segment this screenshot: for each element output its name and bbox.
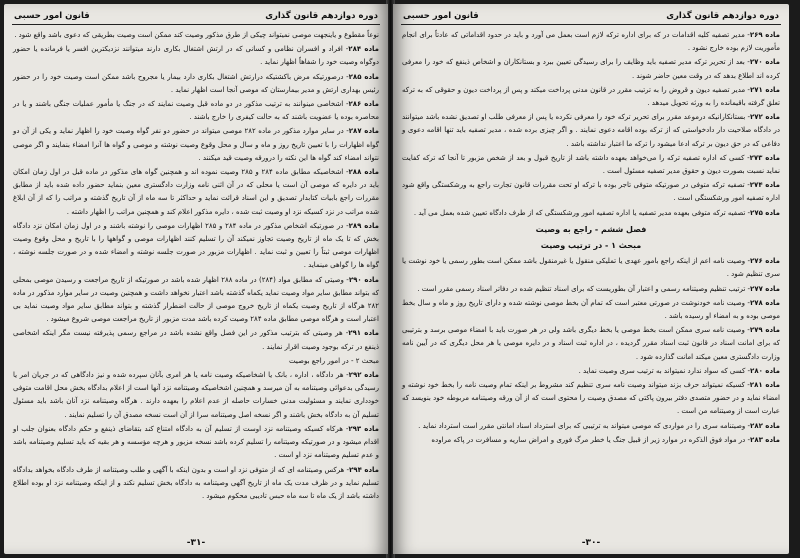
article-paragraph [13, 71, 379, 97]
article-number: ماده ۲۸۱ [749, 381, 781, 390]
article-number: ماده ۲۹۳ [348, 424, 379, 433]
article-number: ماده ۲۷۶ [749, 257, 780, 266]
article-paragraph [13, 274, 379, 327]
article-text: - اشخاصی مینوانند به ترتیب مذکور در دو ماده قبل وصیت نمایند که در جنگ یا مأمور عملیات جنگی باشند و یا در محاصره بوده یا عضویت باشند که به حالت کیفری را خارج باشند . [13, 100, 379, 122]
article-paragraph [402, 283, 780, 296]
article-number: ماده ۲۷۴ [749, 181, 780, 190]
law-title: قانون امور حسبی [14, 11, 90, 21]
article-number: ماده ۲۸۷ [348, 127, 379, 136]
article-paragraph [402, 152, 780, 178]
article-number: ماده ۲۸۴ [348, 45, 380, 54]
article-paragraph [402, 420, 780, 433]
article-text: - وصیتنامه سری را در مواردی که موصی میتواند به ترتیبی که برای استرداد اسناد امانتی مقرر است استرداد نماید . [418, 421, 751, 430]
right-page-number: -۳۰- [581, 538, 601, 548]
article-text: - کسی که اداره تصفیه ترکه را می‌خواهد بعهده داشته باشد از تاریخ قبول و بعد از شخص مزبور تا آنجا که ترکه کفایت نماید نسبت بصورت دیون و حقوق مدیر تصفیه مسئول است . [402, 153, 780, 176]
right-page [393, 4, 789, 554]
article-paragraph [13, 464, 379, 504]
article-text: - کسی که سواد ندارد نمیتواند به ترتیب سری وصیت نماید . [578, 366, 751, 375]
article-text: - بستانکارانیکه درموعد مقرر برای تحریر ترکه خود را معرفی نکرده یا پس از معرفی طلب او تصدیق نشده باشد میتوانند در دادگاه صلاحیت دار دادخواستی که از ترکه بوده اقامه دعوی نمایند . و اگر چیزی برده شده ، مدیر تصفیه باید تنها اقامه دعوی و دفاعی که در حق دیون بر ترکه ادعا میشود را ترکه ما اعتبار نداشته باشد . [402, 113, 780, 148]
article-paragraph [13, 166, 379, 219]
article-number: ماده ۲۷۲ [749, 113, 780, 122]
article-number: ماده ۲۸۲ [750, 421, 780, 430]
article-text: - افراد و افسران نظامی و کسانی که در ارتش اشتغال بکاری دارند میتوانند نزدیکترین افسر یا فرمانده یا حضور دوگواه وصیت خود را شفاهاً اظهار نماید . [13, 45, 379, 67]
article-paragraph [402, 111, 780, 151]
article-paragraph [13, 125, 379, 165]
article-text: - تصفیه ترکه متوفی بعهده مدیر تصفیه یا اداره تصفیه امور ورشکستگی که از طرف دادگاه تعیین شده بعمل می آید . [413, 208, 751, 217]
article-paragraph [402, 179, 780, 205]
article-paragraph [402, 56, 780, 82]
article-text: - در مواد فوق الذکره در موارد زیر از قبیل جنگ یا خطر مرگ فوری و امراض ساریه و مسافرت در پاکه مراوده [431, 435, 751, 444]
article-number: ماده ۲۹۰ [348, 275, 380, 284]
article-paragraph [402, 84, 780, 110]
article-number: ماده ۲۶۹ [749, 31, 780, 39]
article-number: ماده ۲۷۳ [749, 153, 780, 162]
article-number: ماده ۲۸۰ [750, 366, 780, 375]
article-number: ماده ۲۷۰ [749, 58, 781, 67]
article-text: مبحث ۲ - در امور راجع بوصیت [289, 356, 379, 365]
article-paragraph [13, 43, 379, 69]
article-number: ماده ۲۷۸ [749, 298, 781, 307]
article-paragraph [402, 365, 780, 378]
article-text: - هر وصیتی که بترتیب مذکور در این فصل واقع نشده باشد در مراجع رسمی پذیرفته نیست مگر اینکه اشخاصی ذینفع در ترکه بوجود وصیت اقرار نمایند . [13, 329, 379, 351]
article-paragraph [402, 297, 780, 323]
article-text: - هرکس وصیتنامه ای که از متوفی نزد او است و بدون اینکه با آگهی و طلب وصیتنامه از طرف دادگاه بخواهد بدادگاه تسلیم نماید و در ظرف مدت یک ماه از تاریخ آگهی وصیتنامه به دادگاه بخش تسلیم نکند و از اینکه وصیتنامه نزد او بوده اطلاع داشته باشد از یک ماه تا سه ماه حبس تادیبی محکوم میشود . [13, 465, 379, 500]
article-paragraph [402, 379, 780, 419]
article-text: - در صورتیکه اشخاص مذکور در ماده ۲۸۴ و ۲۸۵ اظهارات موصی را نوشته باشند و در اول زمان امکان نزد دادگاه بخش که تا یک ماه از تاریخ وصیت تجاوز نمیکند آن را تسلیم کنند اظهارات موصی و گواهها را با تاریخ و محل وقوع وصیت اظهارات موصی ثبتاً را تعیین و ثبت نماید . اظهارات مزبور در صورت جلسه نوشته و امضاء شده و در صورت جلسه نوشته ، گواه ها را گواهی مینماید . [13, 221, 379, 270]
article-text: - بعد از تحریر ترکه مدیر تصفیه باید وظایف را برای رسیدگی تعیین ببرد و بستانکاران و اشخاص ذینفع که خود را معرفی کرده اند اطلاع بدهد که در وقت معین حاضر شوند . [402, 58, 780, 80]
right-page-header [403, 9, 779, 23]
article-number: ماده ۲۸۸ [348, 168, 380, 177]
article-paragraph [402, 29, 780, 55]
article-text: - کسیکه نمیتواند حرف بزند میتواند وصیت نامه سری تنظیم کند مشروط بر اینکه تمام وصیت نامه را بخط خود نوشته و امضاء نماید و در حضور متصدی دفتر بیرون پاکتی که مصدق وصیت را محتوی است که از آن ورقه وصیتنامه مربوطه خود بنویسد که عبارت است از وصیتنامه من است . [402, 381, 780, 416]
article-text: - در سایر موارد مذکور در ماده ۲۸۲ موصی میتواند در حضور دو نفر گواه وصیت خود را اظهار نماید و یکی از آن دو گواه اظهارات را با تعیین تاریخ روز و ماه و سال و محل وقوع وصیت نوشته و موصی و گواه ها آنرا امضاء بنمایند و اگر موصی نتواند امضاء کند گواه ها این نکته را درورقه وصیت قید میکنند . [13, 127, 379, 162]
article-number: ماده ۲۹۲ [348, 371, 379, 380]
book-title: دوره دوازدهم قانون گذاری [666, 11, 779, 21]
article-paragraph [13, 220, 379, 273]
article-number: ماده ۲۹۴ [349, 465, 380, 474]
header-rule [12, 24, 380, 25]
left-page [4, 4, 388, 554]
section-heading: فصل ششم - راجع به وصیت [535, 224, 647, 234]
article-text: - وصیت نامه خودنوشت در صورتی معتبر است که تمام آن بخط موصی نوشته شده و دارای تاریخ روز و ماه و سال بخط موصی بوده و به امضاء او رسیده باشد . [402, 298, 780, 321]
article-number: ماده ۲۷۱ [749, 85, 781, 94]
article-text: - اشخاصیکه مطابق ماده ۲۸۴ و ۲۸۵ وصیت نموده اند و همچنین گواه های مذکور در ماده قبل در اول زمان امکان باید در دایره که موصی آن است یا محلی که در آن اثنی نامه وزارت دادگستری معین بنماید حضور داده شده باید از مطابق مقررات راجع بابیات کتابدار تصدیق و این اسناد قرائت نماید و حداکثر تا سه ماه از آن تاریخ گذشته و مراتب را که از آن ابلاغ شده مراتب در نزد کسیکه نزد او وصیت ثبت شده ، دایره مذکور اعلام کند و همچنین مراتب را اظهار داشته . [13, 168, 379, 216]
article-paragraph [402, 434, 780, 447]
article-text: - ترتیب تنظیم وصیتنامه رسمی و اعتبار آن بطوریست که برای اسناد تنظیم شده در دفاتر اسناد رسمی مقرر است . [417, 284, 751, 293]
header-rule [401, 24, 781, 25]
book-title: دوره دوازدهم قانون گذاری [265, 11, 378, 21]
article-paragraph [13, 29, 379, 42]
article-number: ماده ۲۸۵ [348, 72, 380, 81]
left-page-body [13, 29, 379, 532]
article-paragraph [402, 255, 780, 281]
article-paragraph [13, 355, 379, 368]
article-text: - وصیت نامه سری ممکن است بخط موصی یا بخط دیگری باشد ولی در هر صورت باید با امضاء موصی برسد و بترتیبی که برای امانت اسناد در قانون ثبت اسناد مقرر گردیده ، در اداره ثبت اسناد و در دایره موصی یا هر محل دیگری که در آیین نامه وزارت دادگستری معین میکند امانت گذارده شود . [402, 326, 780, 361]
left-page-header [14, 9, 378, 23]
section-heading: مبحث ۱ - در ترتیب وصیت [540, 241, 642, 251]
article-paragraph [13, 327, 379, 353]
article-text: - تصفیه ترکه متوفی در صورتیکه متوفی تاجر بوده با ترکه او تحت مقررات قانون تجارت راجع به ورشکستگی واقع شود اداره تصفیه امور ورشکستگی است . [402, 181, 780, 203]
article-text: - درصورتیکه مرض باکشتیکه درارتش اشتغال بکاری دارد بیمار یا مجروح باشد ممکن است وصیت خود را در حضور رئیس بهداری ارتش و مدیر بیمارستان که موصی آنجا است اظهار نماید . [13, 72, 379, 94]
article-number: ماده ۲۸۶ [348, 100, 379, 109]
left-page-number: -۳۱- [186, 538, 206, 548]
right-page-body [402, 29, 780, 532]
article-paragraph [13, 423, 379, 463]
article-text: - مدیر تصفیه دیون و قروض را به ترتیب مقرر در قانون مدنی پرداخت میکند و پس از پرداخت دیون و حقوقی که به ترکه تعلق گرفته باقیمانده را به ورثه تحویل میدهد . [402, 85, 780, 108]
article-text: - هرکاه کسیکه وصیتنامه نزد اوست از تسلیم آن به دادگاه امتناع کند بتقاضای ذینفع و حکم دادگاه بعنوان جلب او اقدام میشود و در صورتیکه وصیتنامه را تسلیم کرده باشد نسخه مزبور و هرچه مؤسسه و هر بقیه که باید تسلیم وصیتنامه باشد و عدم تسلیم وصیتنامه نزد او است . [13, 424, 379, 460]
article-text: - وصیتی که مطابق مواد (۲۸۴) در ماده ۲۸۸ اظهار شده باشد در صورتیکه از تاریخ مراجعت و رسیدن موصی بمحلی که بتواند مطابق سایر مواد وصیت نماید یکماه گذشته باشد اعتبار نخواهد داشت و همچنین وصیت در سایر موارد مذکور در ماده ۲۸۲ هرگاه از تاریخ وصیت یکماه از تاریخ خروج موصی از حالت اضطرار گذشته و بتواند مطابق سایر مواد وصیت نماید بی اعتبار است و هرگاه موصی مطابق ماده ۲۸۴ وصیت کرده باشد مدت مزبور از تاریخ مراجعت موصی شروع میشود . [13, 275, 379, 324]
article-number: ماده ۲۹۱ [348, 329, 379, 338]
article-text: نوعاً مقطوع و یاینجهت موصی نمیتواند چیکی از طرق مذکور وصیت کند ممکن است وصیت بطریقی که دعوی باشد واقع شود . [14, 31, 379, 39]
article-paragraph [13, 369, 379, 422]
article-number: ماده ۲۷۵ [750, 208, 780, 217]
article-number: ماده ۲۸۳ [750, 435, 780, 444]
law-title: قانون امور حسبی [403, 11, 479, 21]
article-text: - وصیت نامه اعم از اینکه راجع بامور عهدی یا تملیکی منقول یا غیرمنقول باشد ممکن است بطور رسمی یا خود نوشت یا سری تنظیم شود . [402, 257, 780, 279]
article-text: - هر دادگاه ، اداره ، بانک یا اشخاصیکه وصیت نامه یا هر امری بآنان سپرده شده و نیز دادگاهی که در جریان امر یا رسیدگی بدعوائی وصیتنامه به آن میرسد و همچنین اشخاصیکه وصیتنامه نزد آنها است از اعلام بدادگاه بخش محل اقامت متوفی خودداری نمایند و مسئولیت مدنی خسارات حاصله از عدم اعلام را بعهده دارند . هرگاه وصیتنامه نزد آنان باشد باید مسئول تسلیم آن به دادگاه بخش باشند و اگر نسخه اصل وصیتنامه سرا از آن است نسخه مصدق آن را تسلیم نمایند . [13, 371, 379, 419]
article-number: ماده ۲۸۹ [348, 221, 379, 230]
article-number: ماده ۲۷۷ [750, 284, 780, 293]
article-paragraph [13, 98, 379, 124]
article-paragraph [402, 207, 780, 220]
article-paragraph [402, 324, 780, 364]
article-text: - مدیر تصفیه کلیه اقدامات در که برای اداره ترکه لازم است بعمل می آورد و باید در حدود اقداماتی که عادتاً برای انجام مأموریت لازم بوده خارج نشود . [402, 31, 780, 53]
article-number: ماده ۲۷۹ [749, 326, 781, 335]
